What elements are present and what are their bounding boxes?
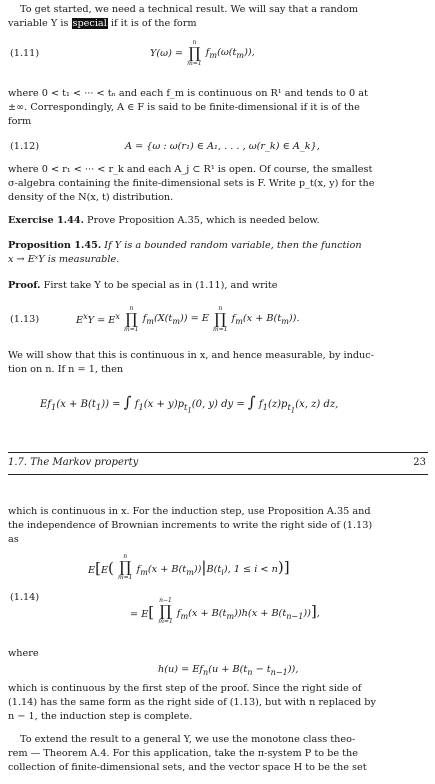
page2-paragraph-2-line-1: which is continuous by the first step of the proof. Since the right side of: [8, 683, 362, 694]
equation-1-12: A = {ω : ω(r₁) ∈ A₁, . . . , ω(r_k) ∈ A_k},: [125, 141, 320, 152]
paragraph-2-line-3: form: [8, 116, 32, 127]
equation-h: $h(u) = Ef_n(u + B(t_n - t_{n-1}))$,: [158, 664, 299, 677]
proposition-1-45-line-1: Proposition 1.45. If Y is a bounded random variable, then the function: [8, 240, 362, 251]
paragraph-intro-line-1: To get started, we need a technical result. We will say that a random: [20, 4, 359, 15]
paragraph-2-line-2: ±∞. Correspondingly, A ∈ F is said to be finite-dimensional if it is of the: [8, 102, 360, 113]
page2-paragraph-3-line-1: To extend the result to a general Y, we use the monotone class theo-: [20, 734, 356, 745]
where-word: where: [8, 648, 39, 659]
product-symbol: n ∏ m=1: [117, 553, 133, 581]
highlighted-word-special[interactable]: special: [72, 18, 107, 29]
paragraph-3-line-3: density of the N(x, t) distribution.: [8, 192, 174, 203]
page2-paragraph-1-line-2: the independence of Brownian increments to write the right side of (1.13): [8, 520, 373, 531]
product-symbol: n−1 ∏ m=1: [158, 597, 173, 625]
paragraph-3-line-2: σ-algebra containing the finite-dimensional sets is F. Write p_t(x, y) for the: [8, 178, 375, 189]
product-symbol: n ∏ m=1: [124, 305, 139, 333]
equation-1-14-row-2: = E[ n−1 ∏ m=1 $f_m(x + B(t_m))h(x + B(t_{n-1}))$],: [130, 597, 320, 625]
product-symbol: n ∏ m=1: [213, 305, 228, 333]
page2-paragraph-1-line-3: as: [8, 534, 19, 545]
equation-1-13: $E^xY = E^x$ n ∏ m=1 $f_m(X(t_m)) = E$ n ∏ m=1 $f_m(x + B(t_m))$.: [76, 305, 300, 333]
header-bottom-rule: [8, 474, 428, 475]
exercise-1-44: Exercise 1.44. Prove Proposition A.35, which is needed below.: [8, 215, 320, 226]
running-head: 1.7. The Markov property: [8, 457, 139, 468]
paragraph-2-line-1: where 0 < t₁ < ··· < tₙ and each f_m is continuous on R¹ and tends to 0 at: [8, 88, 368, 99]
equation-label-1-13: (1.13): [10, 314, 40, 325]
paragraph-3-line-1: where 0 < r₁ < ··· < r_k and each A_j ⊂ R¹ is open. Of course, the smallest: [8, 164, 373, 175]
paragraph-intro-line-2: variable Y is special if it is of the form: [8, 18, 197, 29]
paragraph-4-line-1: We will show that this is continuous in x, and hence measurable, by induc-: [8, 350, 374, 361]
equation-label-1-11: (1.11): [10, 48, 40, 59]
page2-paragraph-3-line-2: rem — Theorem A.4. For this application, take the π-system P to be the: [8, 748, 359, 759]
page2-paragraph-1-line-1: which is continuous in x. For the induction step, use Proposition A.35 and: [8, 506, 371, 517]
equation-1-14-row-1: E[E( n ∏ m=1 $f_m(x + B(t_m))|B(t_i)$, 1 ≤ i < n)]: [88, 553, 290, 581]
proof-intro: Proof. First take Y to be special as in (1.11), and write: [8, 280, 278, 291]
proposition-1-45-line-2: x → EˣY is measurable.: [8, 254, 120, 265]
paragraph-4-line-2: tion on n. If n = 1, then: [8, 364, 124, 375]
page2-paragraph-3-line-3: collection of finite-dimensional sets, and the vector space H to be the set: [8, 762, 367, 773]
page2-paragraph-2-line-3: n − 1, the induction step is complete.: [8, 711, 193, 722]
equation-label-1-12: (1.12): [10, 141, 40, 152]
page2-paragraph-2-line-2: (1.14) has the same form as the right side of (1.13), but with n replaced by: [8, 697, 376, 708]
equation-1-11: Y(ω) = n ∏ m=1 $f_m(\omega(t_m))$,: [150, 39, 255, 67]
header-rule: [8, 452, 428, 453]
equation-label-1-14: (1.14): [10, 592, 40, 603]
page-number: 23: [413, 457, 426, 468]
product-symbol: n ∏ m=1: [187, 39, 202, 67]
equation-integral: $Ef_1(x + B(t_1))$ = ∫ $f_1(x + y)p_{t_1}(0$, y) dy = ∫ $f_1(z)p_{t_1}(x$, z) dz,: [40, 393, 339, 415]
